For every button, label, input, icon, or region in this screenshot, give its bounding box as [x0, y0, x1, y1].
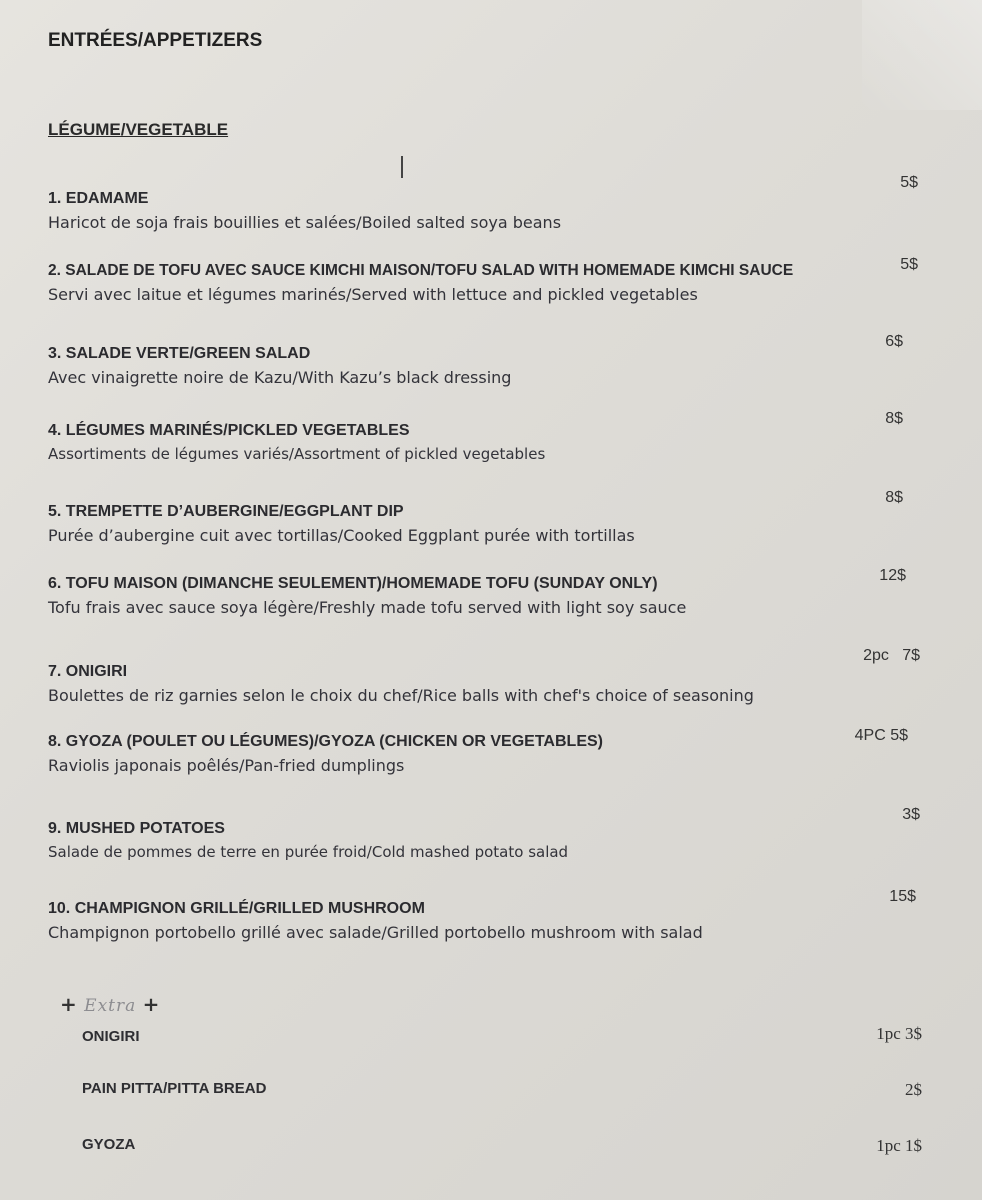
menu-item [48, 727, 918, 775]
menu-item [48, 410, 918, 463]
item-name: 7. ONIGIRI [48, 663, 128, 680]
menu-item [48, 489, 918, 545]
item-description: Boulettes de riz garnies selon le choix du chef/Rice balls with chef's choice of seasoning [48, 686, 754, 705]
menu-item [48, 888, 918, 942]
item-price: 15$ [889, 888, 916, 905]
menu-item [48, 806, 920, 861]
item-description: Raviolis japonais poêlés/Pan-fried dumplings [48, 756, 405, 775]
extra-heading [60, 992, 160, 1016]
item-price: 2pc 7$ [863, 647, 920, 664]
item-description: Avec vinaigrette noire de Kazu/With Kazu’s black dressing [48, 368, 512, 387]
item-price: 3$ [902, 806, 920, 823]
item-name: 1. EDAMAME [48, 190, 149, 207]
item-name: 4. LÉGUMES MARINÉS/PICKLED VEGETABLES [48, 422, 410, 439]
extra-item-name: GYOZA [82, 1136, 136, 1153]
menu-item [48, 567, 918, 617]
item-price: 8$ [885, 489, 903, 506]
item-price: 5$ [900, 174, 918, 191]
item-name: 3. SALADE VERTE/GREEN SALAD [48, 345, 311, 362]
item-description: Tofu frais avec sauce soya légère/Freshly made tofu served with light soy sauce [48, 598, 687, 617]
item-price: 5$ [900, 256, 918, 273]
item-description: Purée d’aubergine cuit avec tortillas/Cooked Eggplant purée with tortillas [48, 526, 635, 545]
extra-item-name: ONIGIRI [82, 1028, 140, 1045]
item-name: 10. CHAMPIGNON GRILLÉ/GRILLED MUSHROOM [48, 900, 425, 917]
extra-item-price: 1pc 1$ [876, 1136, 922, 1155]
item-price: 4PC 5$ [854, 727, 908, 744]
menu-item [48, 647, 920, 705]
extra-item [82, 1136, 922, 1153]
paper-fold [862, 0, 982, 110]
extra-item [82, 1024, 922, 1045]
item-name: 9. MUSHED POTATOES [48, 820, 225, 837]
extra-item-price: 1pc 3$ [876, 1024, 922, 1043]
item-name: 8. GYOZA (POULET OU LÉGUMES)/GYOZA (CHICKEN OR VEGETABLES) [48, 733, 603, 750]
item-description: Servi avec laitue et légumes marinés/Served with lettuce and pickled vegetables [48, 285, 698, 304]
item-name: 2. SALADE DE TOFU AVEC SAUCE KIMCHI MAISON/TOFU SALAD WITH HOMEMADE KIMCHI SAUCE [48, 262, 794, 279]
item-price: 6$ [885, 333, 903, 350]
item-price: 8$ [885, 410, 903, 427]
item-description: Assortiments de légumes variés/Assortment of pickled vegetables [48, 445, 546, 463]
extra-item-price: 2$ [905, 1080, 922, 1099]
item-name: 6. TOFU MAISON (DIMANCHE SEULEMENT)/HOMEMADE TOFU (SUNDAY ONLY) [48, 575, 658, 592]
section-heading: LÉGUME/VEGETABLE [48, 120, 229, 139]
menu-title: ENTRÉES/APPETIZERS [48, 30, 263, 51]
extra-item-name: PAIN PITTA/PITTA BREAD [82, 1080, 267, 1097]
pen-mark [401, 156, 403, 178]
item-description: Champignon portobello grillé avec salade/Grilled portobello mushroom with salad [48, 923, 703, 942]
extra-item [82, 1080, 922, 1097]
plus-icon: + [142, 992, 161, 1016]
menu-item [48, 174, 918, 232]
item-description: Haricot de soja frais bouillies et salées/Boiled salted soya beans [48, 213, 562, 232]
menu-item [48, 333, 918, 387]
item-description: Salade de pommes de terre en purée froid/Cold mashed potato salad [48, 843, 569, 861]
item-name: 5. TREMPETTE D’AUBERGINE/EGGPLANT DIP [48, 503, 404, 520]
menu-item [48, 256, 918, 304]
item-price: 12$ [879, 567, 906, 584]
extra-label: Extra [84, 996, 137, 1016]
plus-icon: + [60, 992, 78, 1016]
